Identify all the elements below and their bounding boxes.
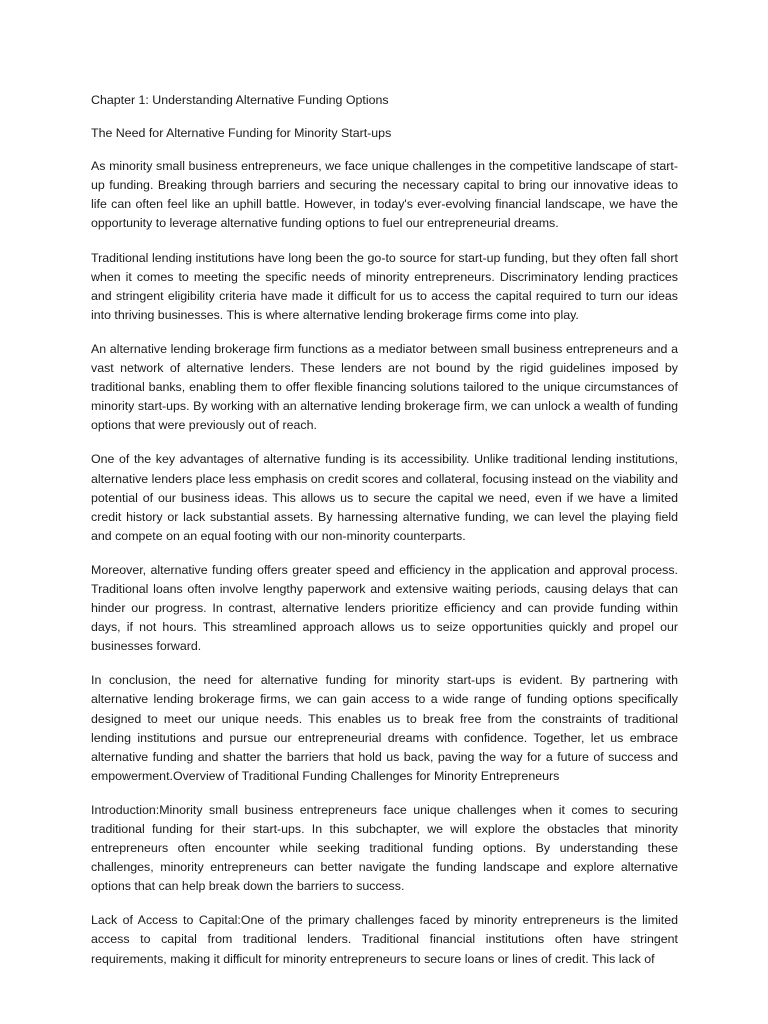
- chapter-title: Chapter 1: Understanding Alternative Funding Options: [91, 93, 389, 107]
- paragraph: Moreover, alternative funding offers greater speed and efficiency in the application and approval process. Traditional loans often involve lengthy paperwork and extensive waiting periods, causing delays that can hinder our progress. In contrast, alternative lenders prioritize efficiency and can provide funding within days, if not hours. This streamlined approach allows us to seize opportunities quickly and propel our businesses forward.: [91, 562, 678, 654]
- paragraph: Introduction:Minority small business entrepreneurs face unique challenges when it comes to securing traditional funding for their start-ups. In this subchapter, we will explore the obstacles that minority entrepreneurs often encounter while seeking traditional funding options. By understanding these challenges, minority entrepreneurs can better navigate the funding landscape and explore alternative options that can help break down the barriers to success.: [91, 802, 678, 894]
- paragraph: An alternative lending brokerage firm functions as a mediator between small business entrepreneurs and a vast network of alternative lenders. These lenders are not bound by the rigid guidelines imposed by traditional banks, enabling them to offer flexible financing solutions tailored to the unique circumstances of minority start-ups. By working with an alternative lending brokerage firm, we can unlock a wealth of funding options that were previously out of reach.: [91, 341, 678, 433]
- paragraph: As minority small business entrepreneurs, we face unique challenges in the competitive landscape of start-up funding. Breaking through barriers and securing the necessary capital to bring our innovative ideas to life can often feel like an uphill battle. However, in today's ever-evolving financial landscape, we have the opportunity to leverage alternative funding options to fuel our entrepreneurial dreams.: [91, 159, 678, 231]
- section-title: The Need for Alternative Funding for Minority Start-ups: [91, 126, 392, 141]
- paragraph: Lack of Access to Capital:One of the primary challenges faced by minority entrepreneurs is the limited access to capital from traditional lenders. Traditional financial institutions often have stringent requirements, making it difficult for minority entrepreneurs to secure loans or lines of credit. This lack of: [91, 913, 678, 966]
- document-body: [91, 91, 678, 984]
- paragraph: One of the key advantages of alternative funding is its accessibility. Unlike traditional lending institutions, alternative lenders place less emphasis on credit scores and collateral, focusing instead on the viability and potential of our business ideas. This allows us to secure the capital we need, even if we have a limited credit history or lack substantial assets. By harnessing alternative funding, we can level the playing field and compete on an equal footing with our non-minority counterparts.: [91, 452, 678, 543]
- paragraph: In conclusion, the need for alternative funding for minority start-ups is evident. By partnering with alternative lending brokerage firms, we can gain access to a wide range of funding options specifically designed to meet our unique needs. This enables us to break free from the constraints of traditional lending institutions and pursue our entrepreneurial dreams with confidence. Together, let us embrace alternative funding and shatter the barriers that hold us back, paving the way for a future of success and empowerment.Overview of Traditional Funding Challenges for Minority Entrepreneurs: [91, 673, 678, 783]
- paragraph: Traditional lending institutions have long been the go-to source for start-up funding, but they often fall short when it comes to meeting the specific needs of minority entrepreneurs. Discriminatory lending practices and stringent eligibility criteria have made it difficult for us to access the capital required to turn our ideas into thriving businesses. This is where alternative lending brokerage firms come into play.: [91, 250, 678, 322]
